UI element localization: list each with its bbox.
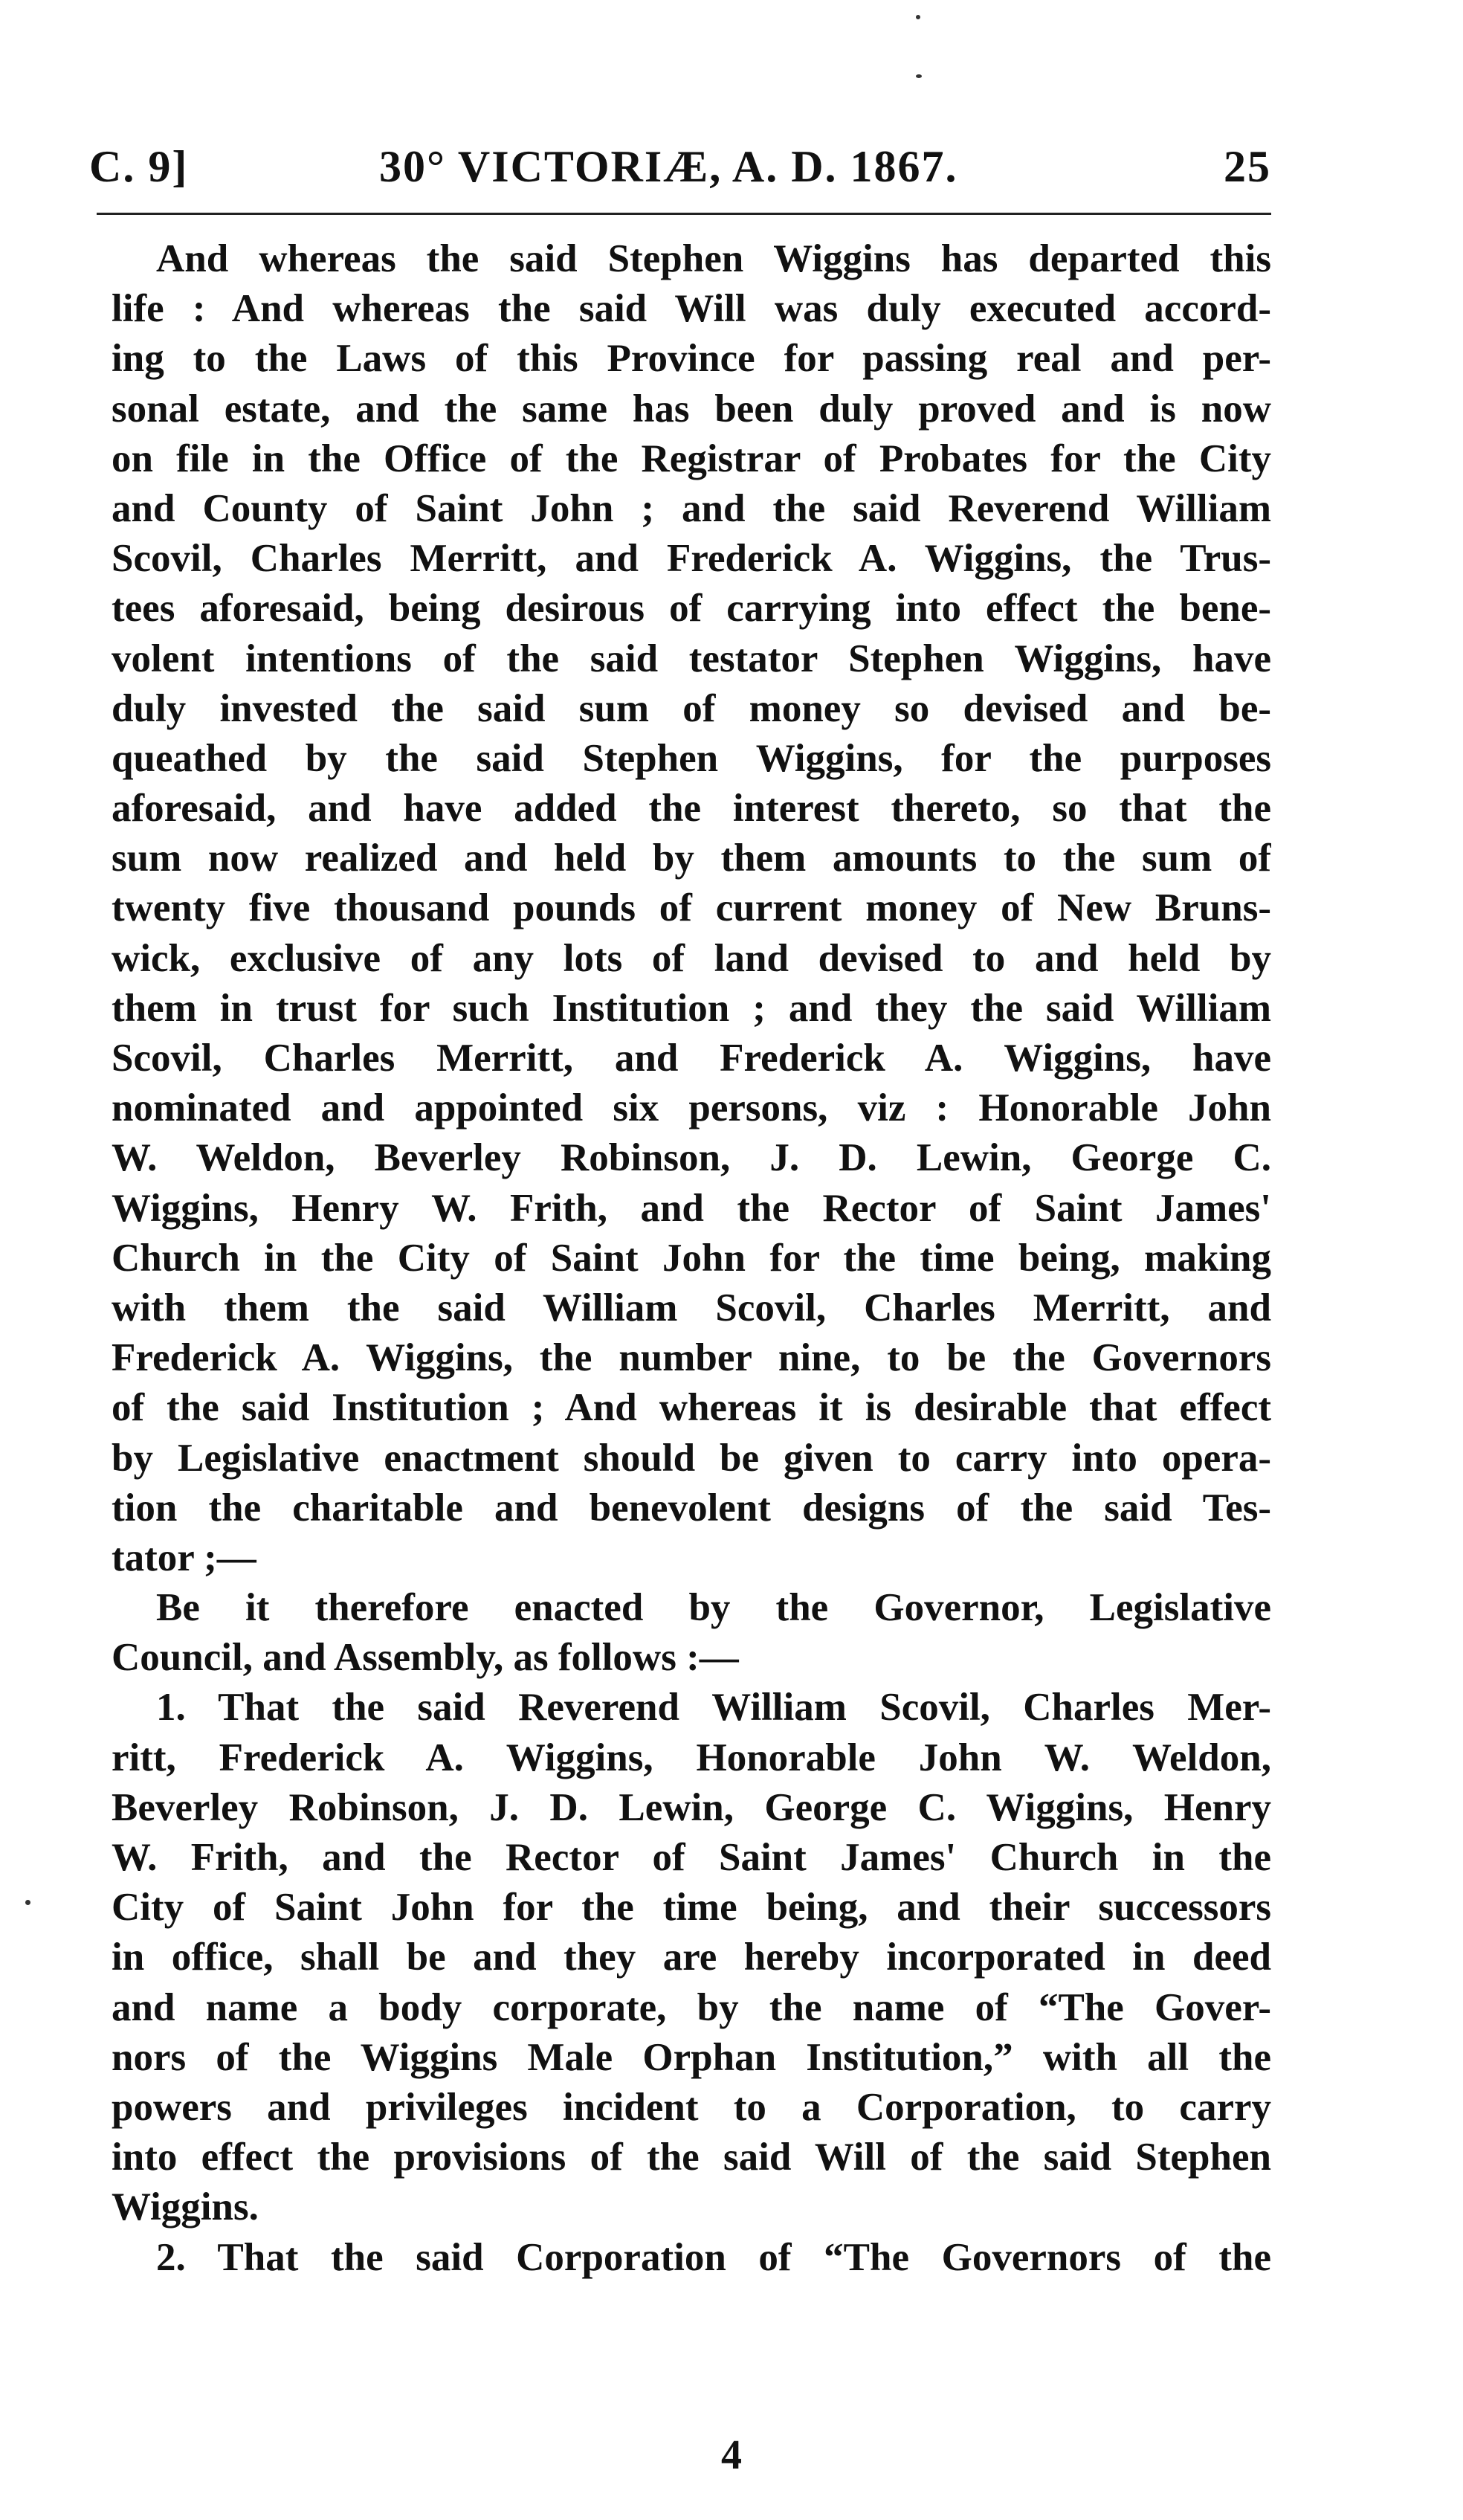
text-line: Church in the City of Saint John for the time being, making: [112, 1236, 1271, 1280]
text-line: And whereas the said Stephen Wiggins has departed this: [156, 237, 1271, 280]
text-line: Be it therefore enacted by the Governor, Legislative: [156, 1586, 1271, 1630]
text-line: by Legislative enactment should be given to carry into opera-: [112, 1436, 1271, 1480]
text-line: Scovil, Charles Merritt, and Frederick A. Wiggins, have: [112, 1037, 1271, 1080]
text-line: ritt, Frederick A. Wiggins, Honorable John W. Weldon,: [112, 1736, 1271, 1779]
text-line: with them the said William Scovil, Charles Merritt, and: [112, 1286, 1271, 1330]
text-line: duly invested the said sum of money so devised and be-: [112, 686, 1271, 730]
text-line: and name a body corporate, by the name of “The Gover-: [112, 1985, 1271, 2029]
text-line: twenty five thousand pounds of current money of New Bruns-: [112, 886, 1271, 930]
signature-mark: 4: [721, 2432, 742, 2478]
text-line: 1. That the said Reverend William Scovil, Charles Mer-: [156, 1686, 1271, 1730]
text-line: of the said Institution ; And whereas it is desirable that effect: [112, 1386, 1271, 1430]
text-line: Beverley Robinson, J. D. Lewin, George C. Wiggins, Henry: [112, 1785, 1271, 1829]
text-line: on file in the Office of the Registrar of Probates for the City: [112, 436, 1271, 480]
ink-speck: [916, 15, 920, 19]
text-line: and County of Saint John ; and the said Reverend William: [112, 486, 1271, 530]
text-line: life : And whereas the said Will was duly executed accord-: [112, 287, 1271, 331]
text-line: volent intentions of the said testator Stephen Wiggins, have: [112, 637, 1271, 680]
ink-speck: [25, 1900, 30, 1905]
text-line: sum now realized and held by them amounts to the sum of: [112, 837, 1271, 880]
text-line: 2. That the said Corporation of “The Governors of the: [156, 2235, 1271, 2279]
header-rule: [97, 213, 1271, 215]
page-header: [89, 141, 1271, 201]
text-line: powers and privileges incident to a Corporation, to carry: [112, 2085, 1271, 2129]
text-line: Wiggins.: [112, 2185, 259, 2229]
text-line: tator ;—: [112, 1535, 256, 1579]
text-line: nominated and appointed six persons, viz : Honorable John: [112, 1086, 1271, 1130]
text-line: tion the charitable and benevolent designs of the said Tes-: [112, 1486, 1271, 1530]
text-line: Scovil, Charles Merritt, and Frederick A. Wiggins, the Trus-: [112, 537, 1271, 581]
text-line: aforesaid, and have added the interest thereto, so that the: [112, 787, 1271, 831]
text-line: in office, shall be and they are hereby incorporated in deed: [112, 1936, 1271, 1979]
chapter-reference: C. 9]: [89, 142, 189, 191]
text-line: tees aforesaid, being desirous of carrying into effect the bene-: [112, 587, 1271, 631]
page-number: 25: [1224, 142, 1271, 191]
text-line: nors of the Wiggins Male Orphan Institution,” with all the: [112, 2035, 1271, 2079]
text-line: wick, exclusive of any lots of land devised to and held by: [112, 936, 1271, 980]
text-line: Wiggins, Henry W. Frith, and the Rector of Saint James': [112, 1186, 1271, 1230]
text-line: W. Frith, and the Rector of Saint James' Church in the: [112, 1836, 1271, 1879]
statute-body-text: [112, 234, 1271, 2283]
text-line: Frederick A. Wiggins, the number nine, to be the Governors: [112, 1336, 1271, 1380]
ink-speck: [916, 74, 922, 78]
text-line: queathed by the said Stephen Wiggins, for the purposes: [112, 736, 1271, 780]
text-line: W. Weldon, Beverley Robinson, J. D. Lewin, George C.: [112, 1136, 1271, 1180]
text-line: ing to the Laws of this Province for passing real and per-: [112, 337, 1271, 381]
running-title: 30° VICTORIÆ, A. D. 1867.: [379, 142, 958, 191]
text-line: them in trust for such Institution ; and they the said William: [112, 986, 1271, 1030]
text-line: sonal estate, and the same has been duly proved and is now: [112, 387, 1271, 431]
text-line: City of Saint John for the time being, and their successors: [112, 1886, 1271, 1930]
text-line: into effect the provisions of the said Will of the said Stephen: [112, 2136, 1271, 2179]
text-line: Council, and Assembly, as follows :—: [112, 1636, 739, 1680]
